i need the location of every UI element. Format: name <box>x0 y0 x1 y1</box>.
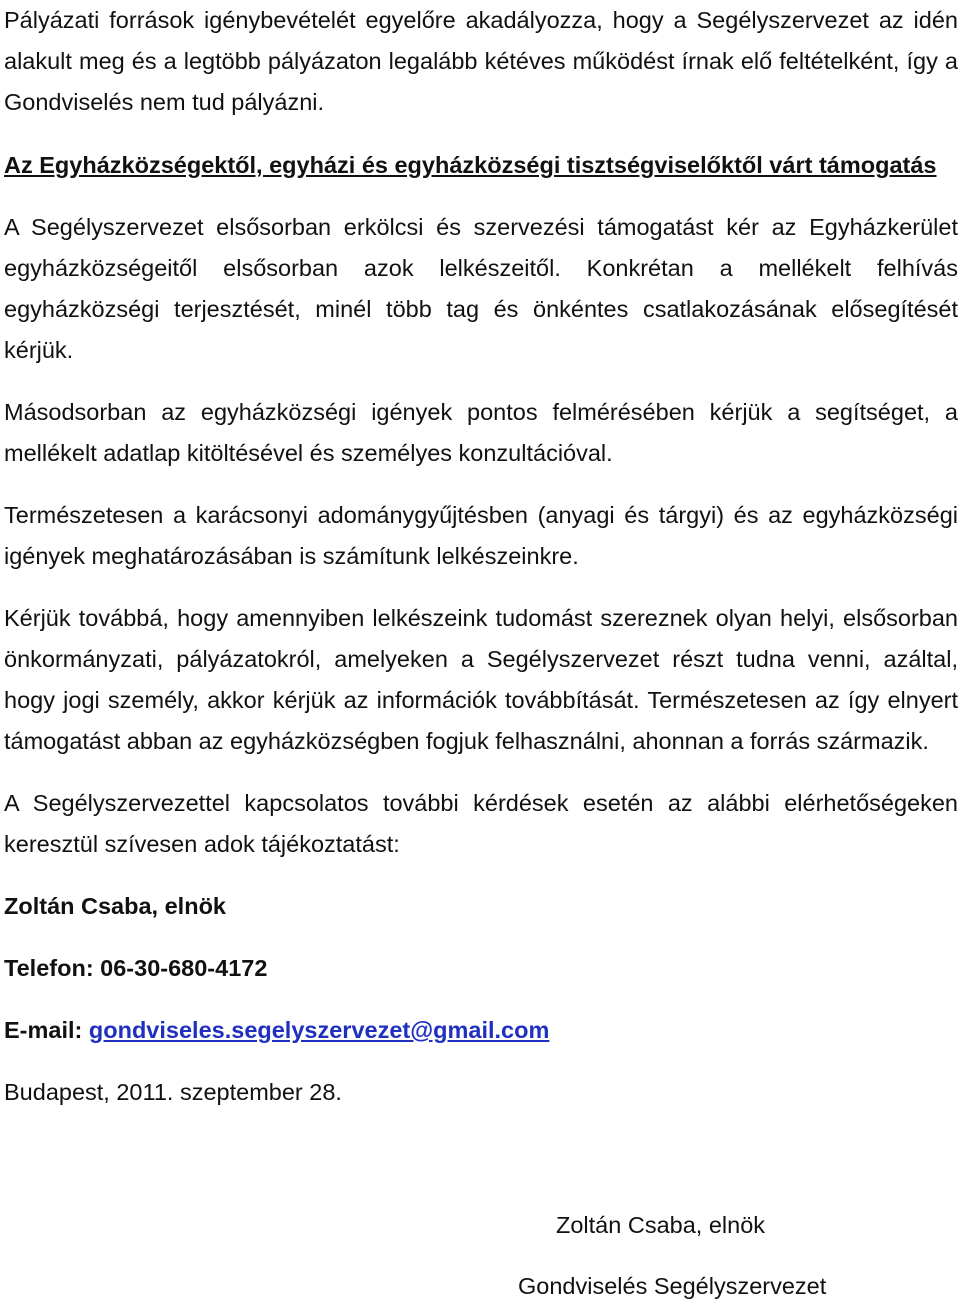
paragraph-local-tenders: Kérjük továbbá, hogy amennyiben lelkészeink tudomást szereznek olyan helyi, elsősorban önkormányzati, pályázatokról, amelyeken a Segélyszervezet részt tudna venni, azáltal, hogy jogi személy, akkor kérjük az információk továbbítását. Természetesen az így elnyert támogatást abban az egyházközségben fogjuk felhasználni, ahonnan a forrás származik. <box>4 605 958 754</box>
paragraph-support-request: A Segélyszervezet elsősorban erkölcsi és szervezési támogatást kér az Egyházkerület egyházközségeitől elsősorban azok lelkészeitől. Konkrétan a mellékelt felhívás egyházközségi terjesztését, minél több tag és önkéntes csatlakozásának elősegítését kérjük. <box>4 214 958 363</box>
place-date: Budapest, 2011. szeptember 28. <box>4 1079 342 1105</box>
section-heading: Az Egyházközségektől, egyházi és egyházközségi tisztségviselőktől várt támogatás <box>4 152 937 178</box>
signature-name: Zoltán Csaba, elnök <box>556 1212 766 1238</box>
email-label: E-mail: <box>4 1017 83 1043</box>
letter-body <box>4 0 958 1113</box>
contact-phone <box>4 948 958 989</box>
intro-paragraph: Pályázati források igénybevételét egyelőre akadályozza, hogy a Segélyszervezet az idén alakult meg és a legtöbb pályázaton legalább kétéves működést írnak elő feltételként, így a Gondviselés nem tud pályázni. <box>4 7 958 115</box>
email-link[interactable]: gondviseles.segelyszervezet@gmail.com <box>88 1017 550 1043</box>
signature-organization: Gondviselés Segélyszervezet <box>518 1273 827 1299</box>
paragraph-christmas-donation: Természetesen a karácsonyi adománygyűjtésben (anyagi és tárgyi) és az egyházközségi igények meghatározásában is számítunk lelkészeinkre. <box>4 502 958 569</box>
paragraph-needs-assessment: Másodsorban az egyházközségi igények pontos felmérésében kérjük a segítséget, a mellékelt adatlap kitöltésével és személyes konzultációval. <box>4 399 958 466</box>
phone-value: 06-30-680-4172 <box>100 955 268 981</box>
contact-email <box>4 1010 958 1051</box>
paragraph-contact-intro: A Segélyszervezettel kapcsolatos további kérdések esetén az alábbi elérhetőségeken keresztül szívesen adok tájékoztatást: <box>4 790 958 857</box>
contact-name: Zoltán Csaba, elnök <box>4 893 226 919</box>
phone-label: Telefon: <box>4 955 94 981</box>
